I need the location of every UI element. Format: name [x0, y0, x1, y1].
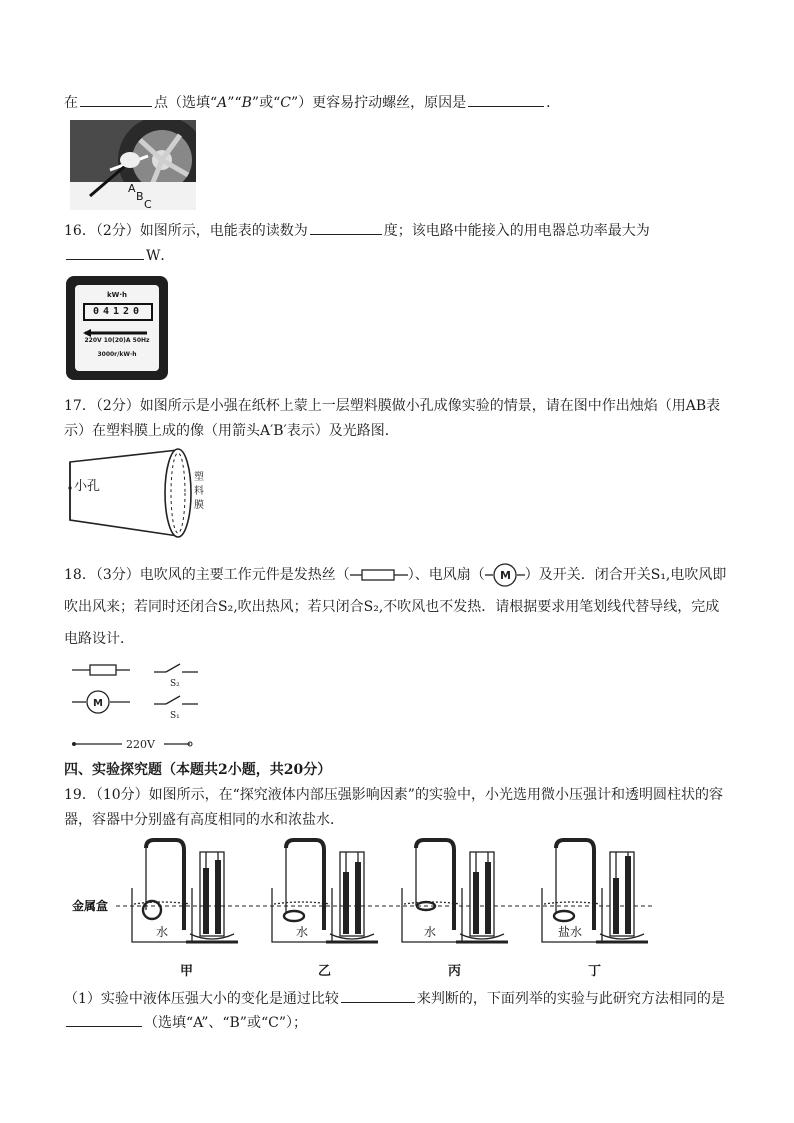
switch-s1-label: S₁ — [170, 711, 180, 721]
motor-label: M — [93, 698, 103, 709]
liquid-label-3: 水 — [424, 925, 437, 939]
q19-line1: 19．（10分）如图所示，在“探究液体内部压强影响因素”的实验中，小光选用微小压强计和透明圆柱状的容 — [64, 787, 723, 803]
fig-label-a: A — [128, 182, 136, 195]
pressure-apparatus — [64, 838, 754, 958]
q19-blank-compare[interactable] — [341, 988, 415, 1003]
metal-box-label: 金属盒 — [72, 899, 109, 913]
meter-spec: 220V 10(20)A 50Hz — [84, 337, 150, 344]
voltage-label: 220V — [126, 738, 155, 751]
q15-question-line: 在 点（选填“A”“B”或“C”）更容易拧动螺丝，原因是 ． — [64, 92, 560, 113]
paper-cup-figure — [66, 448, 216, 538]
q16-blank-power[interactable] — [66, 245, 144, 260]
q15-blank-point[interactable] — [80, 92, 152, 107]
q16-line2: W． — [64, 245, 174, 266]
caption-ding: 丁 — [588, 964, 602, 979]
motor-symbol-icon — [485, 562, 525, 588]
q16-blank-reading[interactable] — [310, 220, 382, 235]
liquid-label-1: 水 — [156, 925, 169, 939]
q17-line1: 17．（2分）如图所示是小强在纸杯上蒙上一层塑料膜做小孔成像实验的情景，请在图中作出烛焰（用AB表 — [64, 398, 721, 414]
switch-s2-label: S₂ — [170, 679, 180, 689]
wrench-wheel-figure — [70, 120, 196, 210]
meter-arrow — [83, 325, 151, 331]
q16-line1: 16．（2分）如图所示，电能表的读数为 度；该电路中能接入的用电器总功率最大为 — [64, 220, 650, 241]
fig-label-b: B — [136, 190, 144, 203]
electric-meter — [66, 276, 168, 380]
hole-label: 小孔 — [74, 479, 101, 494]
q19-blank-method[interactable] — [66, 1012, 142, 1027]
q18-line3: 电路设计． — [64, 631, 134, 647]
q15-blank-reason[interactable] — [468, 92, 544, 107]
circuit-components-figure — [70, 660, 220, 752]
q17-line2: 示）在塑料膜上成的像（用箭头A′B′表示）及光路图． — [64, 423, 399, 439]
q19-sub1-line2: （选填“A”、“B”或“C”）； — [64, 1012, 307, 1033]
fig-label-c: C — [144, 198, 152, 210]
caption-jia: 甲 — [180, 964, 194, 979]
meter-digits: 04120 — [83, 303, 153, 321]
q19-sub1-line1: （1）实验中液体压强大小的变化是通过比较 来判断的，下面列举的实验与此研究方法相同的是 — [64, 988, 725, 1009]
liquid-label-4: 盐水 — [558, 925, 583, 939]
film-label-2: 料 — [194, 486, 204, 497]
q18-line2: 吹出风来；若同时还闭合S₂,吹出热风；若只闭合S₂,不吹风也不发热．请根据要求用笔划线代替导线，完成 — [64, 599, 720, 615]
meter-face — [75, 285, 159, 371]
caption-bing: 丙 — [448, 964, 462, 979]
liquid-label-2: 水 — [296, 925, 309, 939]
caption-yi: 乙 — [318, 964, 332, 979]
film-label-3: 膜 — [194, 500, 204, 511]
q18-line1: 18．（3分）电吹风的主要工作元件是发热丝（ ）、电风扇（ M ）及开关．闭合开关S₁,电吹风即 — [64, 562, 726, 588]
q19-line2: 器，容器中分别盛有高度相同的水和浓盐水． — [64, 812, 344, 828]
svg-text:M: M — [499, 569, 511, 582]
heater-symbol-icon — [350, 568, 408, 582]
meter-unit: kW·h — [106, 291, 128, 299]
film-label-1: 塑 — [194, 472, 204, 483]
section4-title: 四、实验探究题（本题共2小题，共20分） — [64, 762, 332, 778]
meter-revolutions: 3000r/kW·h — [97, 351, 137, 358]
